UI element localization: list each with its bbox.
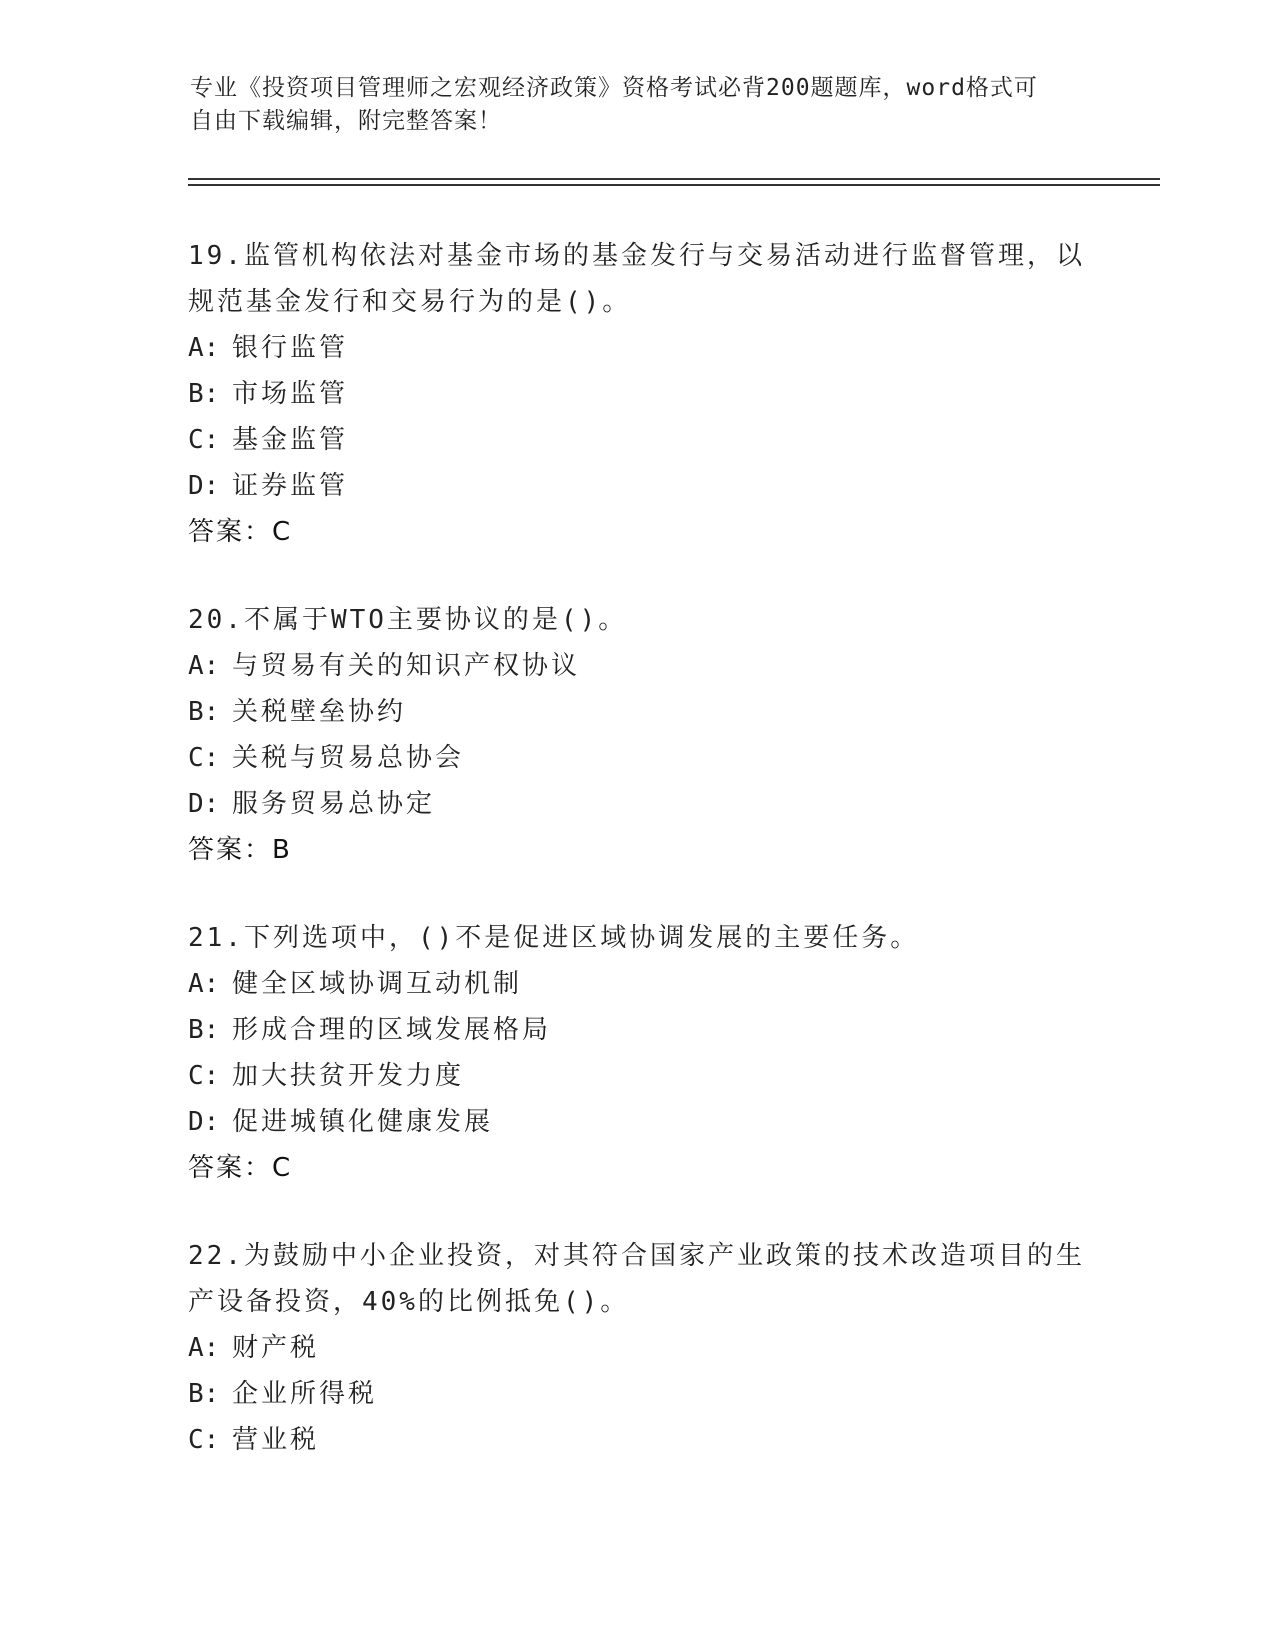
option-text: 加大扶贫开发力度 (232, 1061, 465, 1091)
option-b (188, 1007, 1088, 1053)
question-stem-line: 规范基金发行和交易行为的是()。 (188, 287, 632, 317)
option-text: 财产税 (232, 1333, 320, 1363)
option-a (188, 1325, 1088, 1371)
question-list (188, 233, 1088, 1505)
question-stem-line: 19.监管机构依法对基金市场的基金发行与交易活动进行监督管理，以 (188, 241, 1085, 271)
option-d (188, 1099, 1088, 1145)
option-c (188, 1417, 1088, 1463)
option-a (188, 643, 1088, 689)
answer-line: 答案：B (188, 835, 292, 865)
answer-line: 答案：C (188, 1153, 293, 1183)
option-text: 关税壁垒协约 (232, 697, 407, 727)
option-text: 形成合理的区域发展格局 (232, 1015, 552, 1045)
question-22 (188, 1233, 1088, 1463)
option-label: B: (188, 1379, 220, 1409)
option-text: 促进城镇化健康发展 (232, 1107, 494, 1137)
option-label: C: (188, 425, 220, 455)
option-text: 企业所得税 (232, 1379, 378, 1409)
answer-line: 答案：C (188, 517, 293, 547)
document-header (190, 72, 1090, 138)
option-a (188, 325, 1088, 371)
option-label: C: (188, 743, 220, 773)
option-label: D: (188, 1107, 220, 1137)
option-label: A: (188, 1333, 220, 1363)
option-label: A: (188, 651, 220, 681)
option-b (188, 1371, 1088, 1417)
option-label: B: (188, 1015, 220, 1045)
option-c (188, 417, 1088, 463)
option-text: 证券监管 (232, 471, 349, 501)
option-d (188, 781, 1088, 827)
question-21 (188, 915, 1088, 1191)
question-stem-line: 产设备投资，40%的比例抵免()。 (188, 1287, 630, 1317)
option-text: 银行监管 (232, 333, 349, 363)
question-19 (188, 233, 1088, 555)
option-text: 健全区域协调互动机制 (232, 969, 523, 999)
option-label: C: (188, 1425, 220, 1455)
option-b (188, 371, 1088, 417)
header-line-1: 专业《投资项目管理师之宏观经济政策》资格考试必背200题题库，word格式可 (190, 75, 1038, 101)
option-text: 关税与贸易总协会 (232, 743, 465, 773)
header-divider-bottom (188, 184, 1160, 186)
question-stem-line: 20.不属于WTO主要协议的是()。 (188, 605, 628, 635)
header-divider-top (188, 178, 1160, 180)
header-line-2: 自由下载编辑，附完整答案！ (190, 108, 502, 134)
option-b (188, 689, 1088, 735)
question-20 (188, 597, 1088, 873)
option-label: A: (188, 969, 220, 999)
option-label: B: (188, 697, 220, 727)
option-text: 基金监管 (232, 425, 349, 455)
option-label: B: (188, 379, 220, 409)
option-d (188, 463, 1088, 509)
option-text: 服务贸易总协定 (232, 789, 436, 819)
option-label: D: (188, 471, 220, 501)
question-stem-line: 21.下列选项中，()不是促进区域协调发展的主要任务。 (188, 923, 920, 953)
option-text: 市场监管 (232, 379, 349, 409)
option-a (188, 961, 1088, 1007)
option-label: D: (188, 789, 220, 819)
option-label: A: (188, 333, 220, 363)
option-text: 营业税 (232, 1425, 320, 1455)
option-c (188, 1053, 1088, 1099)
option-text: 与贸易有关的知识产权协议 (232, 651, 581, 681)
option-c (188, 735, 1088, 781)
question-stem-line: 22.为鼓励中小企业投资，对其符合国家产业政策的技术改造项目的生 (188, 1241, 1085, 1271)
option-label: C: (188, 1061, 220, 1091)
